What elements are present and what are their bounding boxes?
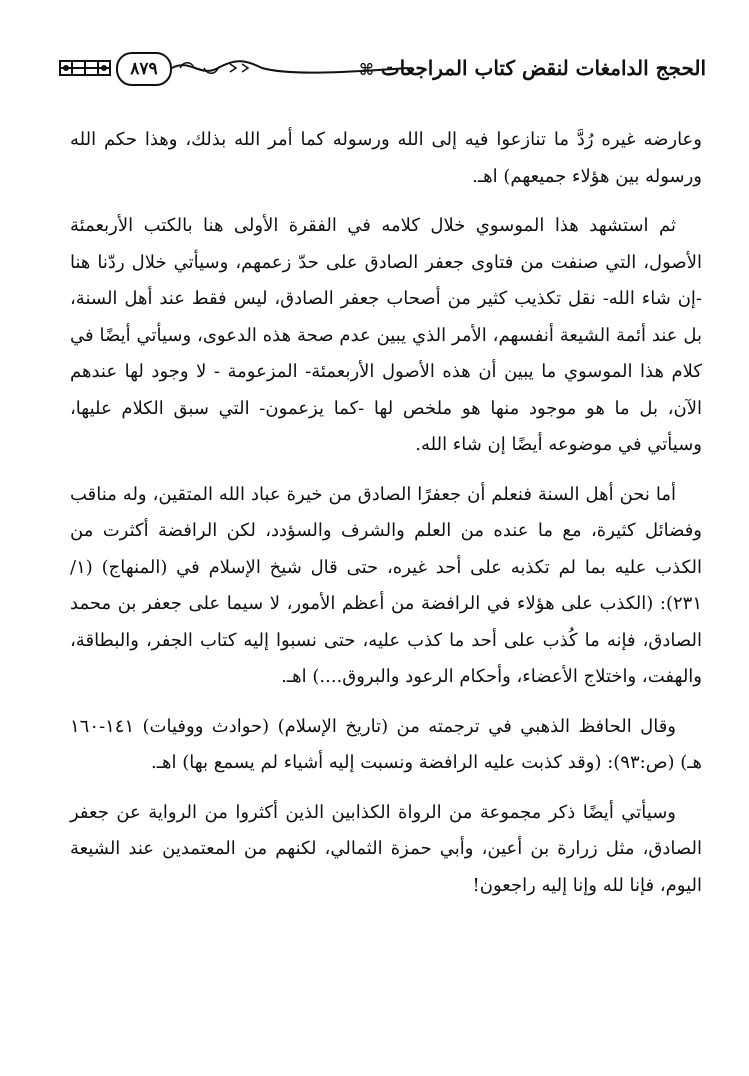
paragraph: وعارضه غيره رُدَّ ما تنازعوا فيه إلى الله ورسوله كما أمر الله بذلك، وهذا حكم الله ورسوله بين هؤلاء جميعهم) اهـ.	[70, 129, 702, 187]
square-knot-ornament-icon: ⌘	[359, 60, 374, 79]
paragraph: وسيأتي أيضًا ذكر مجموعة من الرواة الكذابين الذين أكثروا من الرواية عن جعفر الصادق، مثل زرارة بن أعين، وأبي حمزة الثمالي، لكنهم من المعتمدين عند الشيعة اليوم، فإنا لله وإنا إليه راجعون!	[70, 801, 702, 896]
page-number: ٨٧٩	[116, 52, 172, 86]
page-body	[70, 122, 702, 904]
header-title	[355, 56, 706, 80]
header-title-text: الحجج الدامغات لنقض كتاب المراجعات	[380, 56, 706, 80]
knot-ornament-icon	[58, 58, 112, 78]
paragraph: ثم استشهد هذا الموسوي خلال كلامه في الفقرة الأولى هنا بالكتب الأربعمئة الأصول، التي صنفت من فتاوى جعفر الصادق على حدّ زعمهم، وسيأتي خلال ردّنا هنا -إن شاء الله- نقل تكذيب كثير من أصحاب جعفر الصادق، ليس فقط عند أهل السنة، بل عند أئمة الشيعة أنفسهم، الأمر الذي يبين عدم صحة هذه الدعوى، وسيأتي أيضًا في كلام هذا الموسوي ما يبين أن هذه الأصول الأربعمئة- المزعومة - لا وجود لها عندهم الآن، بل ما هو موجود منها هو ملخص لها -كما يزعمون- التي سبق الكلام عليها، وسيأتي في موضوعه أيضًا إن شاء الله.	[70, 215, 702, 455]
paragraph: أما نحن أهل السنة فنعلم أن جعفرًا الصادق من خيرة عباد الله المتقين، وله مناقب وفضائل كثيرة، مع ما عنده من العلم والشرف والسؤدد، لكن الرافضة أكثرت من الكذب عليه بما لم تكذبه على أحد غيره، حتى قال شيخ الإسلام في (المنهاج) (١/ ٢٣١): (الكذب على هؤلاء في الرافضة من أعظم الأمور، لا سيما على جعفر بن محمد الصادق، فإنه ما كُذب على أحد ما كذب عليه، حتى نسبوا إليه كتاب الجفر، والبطاقة، والهفت، واختلاج الأعضاء، وأحكام الرعود والبروق....) اهـ.	[70, 483, 702, 687]
running-header	[58, 52, 706, 92]
paragraph: وقال الحافظ الذهبي في ترجمته من (تاريخ الإسلام) (حوادث ووفيات) ١٤١-١٦٠ هـ) (ص:٩٣): (وقد كذبت عليه الرافضة ونسبت إليه أشياء لم يسمع بها) اهـ.	[70, 715, 702, 773]
